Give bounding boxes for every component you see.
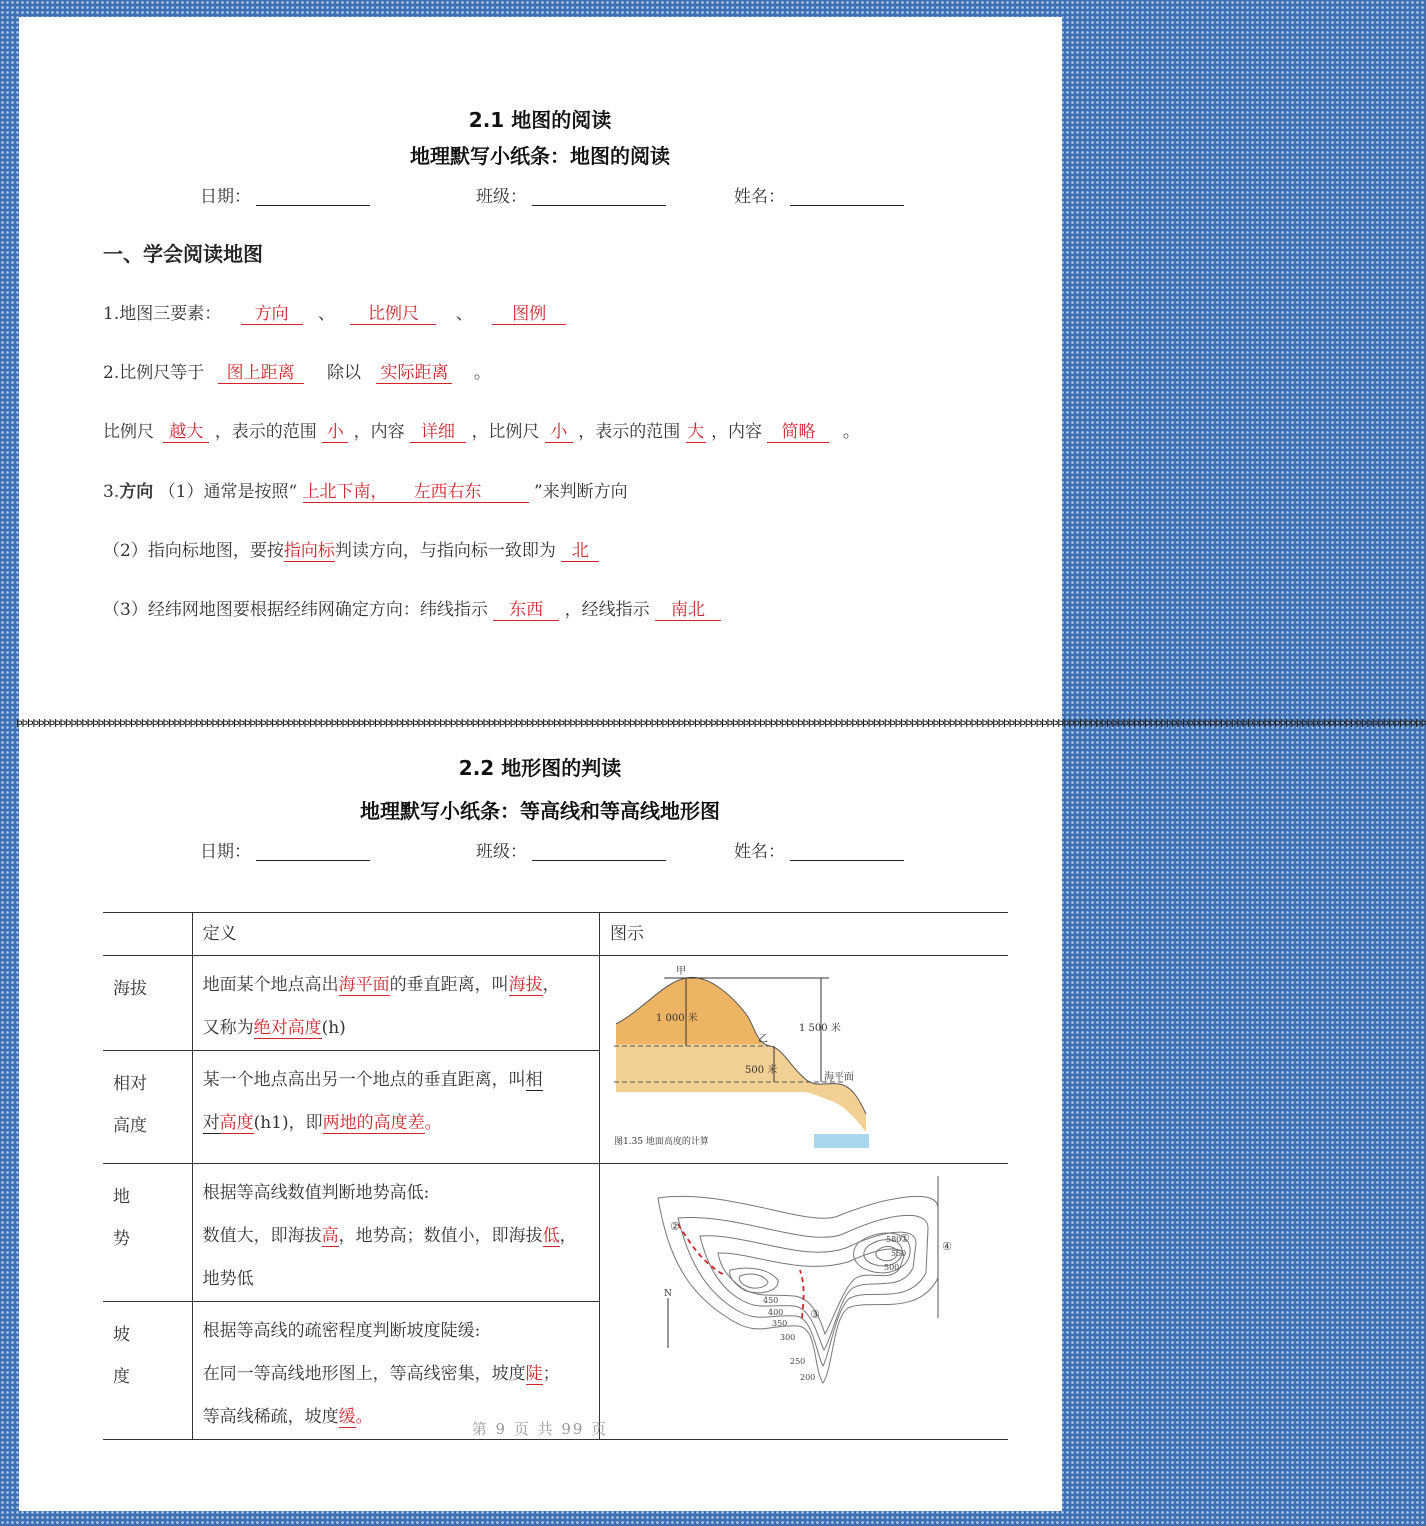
scale-definition-line <box>103 358 491 384</box>
cell-text: ， <box>559 1226 577 1246</box>
line-text: 比例尺 <box>103 422 154 442</box>
contour-label: 550 <box>891 1249 907 1258</box>
label-1000m: 1 000 米 <box>656 1013 698 1024</box>
name-label: 姓名： <box>734 842 785 862</box>
header-figure: 图示 <box>600 913 1009 956</box>
answer-altitude: 海拔 <box>508 975 543 995</box>
cell-text: 地 <box>113 1187 130 1207</box>
table-row <box>103 1164 1008 1302</box>
cell-text: ， <box>542 975 560 995</box>
scale-relation-line <box>103 417 860 443</box>
row-label-altitude: 海拔 <box>103 956 192 1051</box>
answer-large-range: 大 <box>687 422 705 442</box>
answer-larger: 越大 <box>163 422 209 443</box>
cell-text: ； <box>542 1364 560 1384</box>
contour-label: 250 <box>790 1357 806 1366</box>
terrain-definition <box>192 1164 599 1302</box>
sheet2-title: 2.2 地形图的判读 <box>458 756 622 780</box>
answer-real-distance: 实际距离 <box>376 363 452 384</box>
direction-line-2 <box>103 536 599 562</box>
line-text: 除以 <box>327 363 362 383</box>
cell-text: ，地势高；数值小，即海拔 <box>338 1226 543 1246</box>
page-footer: 第 9 页 共 99 页 <box>471 1420 609 1438</box>
answer-small-scale: 小 <box>545 422 573 443</box>
answer-height: 高度 <box>219 1113 254 1133</box>
marker-4: ④ <box>942 1240 952 1253</box>
cell-text: 势 <box>113 1229 130 1249</box>
line-text: ，经线指示 <box>564 600 650 620</box>
answer-steep: 陡 <box>525 1364 543 1384</box>
header-empty-cell <box>103 913 192 956</box>
line-text: ”来判断方向 <box>533 482 628 502</box>
cell-text: 数值大，即海拔 <box>202 1226 322 1246</box>
line-text: 1.地图三要素： <box>103 304 222 324</box>
underlined-text: 对 <box>202 1113 220 1133</box>
section-heading: 一、学会阅读地图 <box>103 242 263 266</box>
line-text: 判读方向，与指向标一致即为 <box>334 541 556 561</box>
cell-text: 高度 <box>113 1116 147 1136</box>
line-text: 。 <box>473 363 491 383</box>
answer-small-range: 小 <box>322 422 348 443</box>
header-definition: 定义 <box>192 913 599 956</box>
contour-label: 200 <box>800 1373 816 1382</box>
cell-text: (h1)，即 <box>253 1113 323 1133</box>
marker-3: ③ <box>810 1308 820 1321</box>
ridge-line <box>678 1224 726 1276</box>
cell-text: 等高线稀疏，坡度 <box>202 1407 339 1427</box>
direction-line-1 <box>103 477 628 503</box>
cell-text: 相对 <box>113 1074 147 1094</box>
name-label: 姓名： <box>734 187 785 207</box>
answer-detailed: 详细 <box>410 422 466 443</box>
figure-caption: 图1.35 地面高度的计算 <box>614 1137 709 1147</box>
scissor-divider: ÞÞÞÞÞÞÞÞÞÞÞÞÞÞÞÞÞÞÞÞÞÞÞÞÞÞÞÞÞÞÞÞÞÞÞÞÞÞÞÞÞÞÞÞÞÞÞÞÞÞÞÞÞÞÞÞÞÞÞÞÞÞÞÞÞÞÞÞÞÞÞÞÞÞÞÞÞÞÞÞÞÞÞÞÞÞÞÞÞÞÞÞÞÞÞÞÞÞÞÞÞÞÞÞÞÞÞÞÞÞÞÞÞÞÞÞÞÞÞÞÞÞÞÞÞÞÞÞÞÞÞÞÞÞÞÞÞÞÞÞÞÞÞÞÞÞÞÞÞÞÞÞÞÞÞÞÞÞÞÞÞÞÞÞÞÞÞÞÞÞÞÞÞÞÞÞÞÞÞÞÞÞÞÞÞÞÞÞÞÞÞÞÞÞÞÞÞÞÞÞÞÞÞÞÞÞÞÞÞÞÞÞÞÞÞÞÞÞÞÞÞÞÞÞÞÞÞÞÞÞÞÞÞÞÞÞÞÞÞÞÞÞÞÞÞÞÞÞÞÞÞÞÞÞÞÞÞÞÞÞ <box>16 717 1426 730</box>
answer-north-arrow: 指向标 <box>283 541 335 561</box>
altitude-definition <box>192 956 599 1051</box>
line-text: ，内容 <box>353 422 405 442</box>
class-label: 班级： <box>476 842 527 862</box>
row-label-relative-height <box>103 1051 192 1164</box>
cell-text: 在同一等高线地形图上，等高线密集，坡度 <box>202 1364 526 1384</box>
label-1500m: 1 500 米 <box>799 1023 841 1034</box>
cell-text: 某一个地点高出另一个地点的垂直距离，叫 <box>202 1070 526 1090</box>
line-text: （3）经纬网地图要根据经纬网确定方向：纬线指示 <box>103 600 488 620</box>
answer-scale: 比例尺 <box>350 304 436 325</box>
altitude-figure-cell <box>600 956 1009 1164</box>
marker-1: ① <box>900 1232 910 1245</box>
row-label-terrain <box>103 1164 192 1302</box>
answer-south-north: 南北 <box>655 600 721 621</box>
contour-label: 300 <box>780 1333 796 1342</box>
line-text: 3. <box>103 482 120 502</box>
terrain-upper <box>616 977 762 1044</box>
marker-2: ② <box>670 1220 680 1233</box>
class-blank[interactable] <box>532 205 666 206</box>
line-text: 。 <box>842 422 860 442</box>
cell-text: 根据等高线的疏密程度判断坡度陡缓: <box>202 1321 481 1341</box>
contour-table <box>103 912 1008 1440</box>
cell-text: 又称为 <box>202 1018 254 1038</box>
line-text: ，内容 <box>711 422 763 442</box>
sheet2-subtitle: 地理默写小纸条：等高线和等高线地形图 <box>360 799 720 823</box>
altitude-diagram <box>614 964 914 1162</box>
cell-text: 的垂直距离，叫 <box>389 975 509 995</box>
relative-height-definition <box>192 1051 599 1164</box>
line-text: ，表示的范围 <box>214 422 317 442</box>
north-label: N <box>664 1289 672 1299</box>
sheet1-title: 2.1 地图的阅读 <box>468 108 612 132</box>
contour-label: 350 <box>772 1319 788 1328</box>
answer-low: 低 <box>542 1226 560 1246</box>
label-peak: 甲 <box>676 966 686 977</box>
sheet1-subtitle: 地理默写小纸条：地图的阅读 <box>410 144 670 168</box>
line-text: （1）通常是按照“ <box>158 482 298 502</box>
contour-label: 580 <box>886 1235 902 1244</box>
class-label: 班级： <box>476 187 527 207</box>
cell-text: 。 <box>424 1113 442 1133</box>
label-sea-level: 海平面 <box>824 1072 854 1083</box>
contour-map <box>608 1168 1008 1418</box>
cell-text: (h) <box>321 1018 346 1038</box>
date-label: 日期： <box>200 187 251 207</box>
line-text: 、 <box>455 304 473 324</box>
label-point-b: 乙 <box>758 1034 768 1045</box>
line-text: （2）指向标地图，要按 <box>103 541 284 561</box>
underlined-text: 相 <box>525 1070 543 1090</box>
direction-line-3 <box>103 595 721 621</box>
answer-direction: 方向 <box>241 304 303 325</box>
answer-part: 上北下南， <box>302 482 388 502</box>
answer-height-difference: 两地的高度差 <box>322 1113 425 1133</box>
answer-part: 左西右东 <box>413 482 482 502</box>
line-text: 、 <box>318 304 336 324</box>
answer-legend: 图例 <box>492 304 566 325</box>
answer-east-west: 东西 <box>493 600 559 621</box>
date-label: 日期： <box>200 842 251 862</box>
contour-label: 500 <box>884 1263 900 1272</box>
sea-water <box>814 1134 869 1148</box>
table-header-row <box>103 913 1008 956</box>
answer-map-distance: 图上距离 <box>218 363 304 384</box>
table-row <box>103 956 1008 1051</box>
cell-text: 地面某个地点高出 <box>202 975 339 995</box>
cell-text: 。 <box>355 1407 373 1427</box>
map-elements-line <box>103 299 566 325</box>
date-blank[interactable] <box>256 205 370 206</box>
answer-north: 北 <box>561 541 599 562</box>
contour-label: 400 <box>768 1308 784 1317</box>
date-blank[interactable] <box>256 860 370 861</box>
name-blank[interactable] <box>790 860 904 861</box>
direction-bold-label: 方向 <box>119 482 154 502</box>
label-500m: 500 米 <box>745 1065 778 1076</box>
line-text: ，比例尺 <box>471 422 540 442</box>
cell-text: 根据等高线数值判断地势高低: <box>202 1183 430 1203</box>
contour-label: 450 <box>763 1296 779 1305</box>
contour-figure-cell <box>600 1164 1009 1440</box>
answer-absolute-height: 绝对高度 <box>253 1018 322 1038</box>
line-text: 2.比例尺等于 <box>103 363 205 383</box>
cell-text: 地势低 <box>202 1269 254 1289</box>
answer-sea-level: 海平面 <box>338 975 390 995</box>
valley-line <box>800 1270 804 1318</box>
answer-gentle: 缓 <box>338 1407 356 1427</box>
cell-text: 度 <box>113 1367 130 1387</box>
class-blank[interactable] <box>532 860 666 861</box>
answer-high: 高 <box>321 1226 339 1246</box>
cell-text: 坡 <box>113 1325 130 1345</box>
answer-up-north-down-south <box>303 482 529 503</box>
name-blank[interactable] <box>790 205 904 206</box>
contour-lines <box>658 1196 938 1383</box>
answer-brief: 简略 <box>767 422 829 443</box>
line-text: ，表示的范围 <box>578 422 681 442</box>
